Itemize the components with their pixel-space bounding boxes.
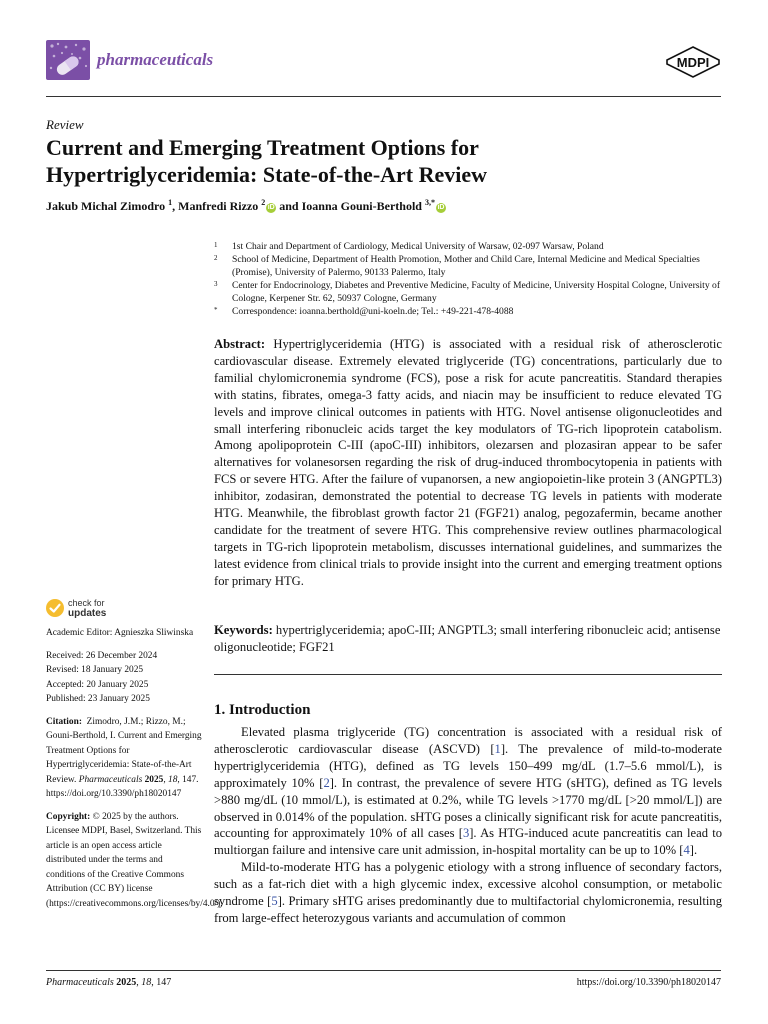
paragraph-text: ]. In contrast, the prevalence of severe HTG (sHTG), defined as TG levels >880 mg/dL (10 mmol/L), is estimated at 0.2%, while TG levels >1770 mg/dL [>20 mmol/L]) are observed in 0.014% of the population. sHTG poses a clinically significant risk for acute pancreatitis, accounting for approximately 10% of all cases [ bbox=[214, 775, 722, 841]
paragraph bbox=[214, 859, 722, 927]
affiliation-number: 1 bbox=[214, 241, 218, 249]
mdpi-logo[interactable] bbox=[665, 46, 721, 78]
paragraph-text: Elevated plasma triglyceride (TG) concentration is associated with a residual risk of atherosclerotic cardiovascular disease (ASCVD) [ bbox=[214, 725, 722, 756]
citation: Citation: Zimodro, J.M.; Rizzo, M.; Gouni-Berthold, I. Current and Emerging Treatment Options for Hypertriglyceridemia: State-of-the-Art Review. Pharmaceuticals 2025, 18, 147. https://doi.org/10.3390/ph18020147 bbox=[46, 716, 202, 799]
abstract-text: Hypertriglyceridemia (HTG) is associated with a residual risk of atherosclerotic cardiovascular disease. Extremely elevated triglyceride (TG) concentrations, particularly due to familial chylomicronemia syndrome (FCS), pose a risk for acute pancreatitis. Standard therapies with statins, fibrates, omega-3 fatty acids, and niacin may be insufficient to reduce elevated TG levels and improve clinical outcomes in patients with HTG. Novel antisense oligonucleotides and small interfering ribonucleic acids target the key modulators of TG-rich lipoprotein catabolism. Among apolipoprotein C-III (apoC-III) inhibitors, olezarsen and plozasiran appear to be safer alternatives for volanesorsen regarding the risk of drug-induced thrombocytopenia in patients with FCS or severe HTG. After the failure of vupanorsen, a new angiopoietin-like protein 3 (ANGPTL3) inhibitor, zodasiran, demonstrated the potential to decrease TG levels in patients with moderate HTG. Meanwhile, the fibroblast growth factor 21 (FGF21) analog, pegozafermin, became another candidate for the treatment of severe HTG. This comprehensive review outlines pharmacological targets in TG-rich lipoprotein metabolism, discusses international guidelines, and summarizes the latest evidence from clinical trials to provide insight into the current and emerging treatment options for primary HTG. bbox=[214, 337, 722, 588]
article-type: Review bbox=[46, 117, 84, 132]
affiliation-text: 1st Chair and Department of Cardiology, Medical University of Warsaw, 02-097 Warsaw, Poland bbox=[232, 241, 604, 252]
affiliation-item bbox=[214, 253, 722, 279]
paragraph-text: ]. Primary sHTG arises predominantly due to multifactorial chylomicronemia, resulting from large-effect heterozygous variants and accumulation of common bbox=[214, 894, 722, 925]
affiliation-number: 2 bbox=[214, 254, 218, 262]
paragraph-text: ]. The prevalence of mild-to-moderate hypertriglyceridemia (HTG), defined as TG levels 150–499 mg/dL (1.7–5.6 mmol/L), is approximately 10% [ bbox=[214, 741, 723, 790]
article-title: Current and Emerging Treatment Options for Hypertriglyceridemia: State-of-the-Art Review bbox=[46, 135, 488, 187]
copyright-label: Copyright: bbox=[46, 811, 91, 822]
citation-year: 2025 bbox=[144, 774, 164, 785]
introduction-body bbox=[214, 724, 722, 927]
affiliation-item bbox=[214, 240, 722, 253]
paragraph-text: ]. As HTG-induced acute pancreatitis can lead to multiorgan failure and intensive care unit admission, in-hospital mortality can be up to 10% [ bbox=[214, 826, 722, 858]
reference-link[interactable]: 3 bbox=[462, 826, 470, 841]
keywords bbox=[214, 622, 722, 656]
author-separator: , bbox=[172, 199, 179, 213]
footer-citation: Pharmaceuticals 2025, 18, 147 bbox=[46, 977, 172, 988]
journal-name[interactable]: pharmaceuticals bbox=[97, 50, 214, 69]
citation-label: Citation: bbox=[46, 716, 82, 727]
reference-link[interactable]: 5 bbox=[271, 894, 278, 909]
author-separator: and bbox=[276, 199, 302, 213]
check-for-updates-button[interactable] bbox=[46, 597, 166, 621]
article-info-sidebar bbox=[46, 626, 223, 911]
paragraph bbox=[214, 724, 722, 859]
section-divider bbox=[214, 674, 722, 675]
pill-icon bbox=[46, 40, 90, 80]
abstract-label: Abstract: bbox=[214, 337, 266, 351]
journal-logo bbox=[46, 40, 90, 80]
check-updates-icon bbox=[46, 599, 64, 617]
citation-volume: 18 bbox=[168, 774, 178, 785]
abstract bbox=[214, 336, 722, 590]
affiliation-item bbox=[214, 279, 722, 305]
author-affiliation-marker: 2 bbox=[261, 198, 266, 207]
affiliation-text: Center for Endocrinology, Diabetes and Preventive Medicine, Faculty of Medicine, University Hospital Cologne, University of Cologne, Kerpener Str. 62, 50937 Cologne, Germany bbox=[232, 280, 721, 304]
footer-journal: Pharmaceuticals bbox=[46, 977, 114, 988]
author-list bbox=[46, 198, 446, 214]
author-affiliation-marker: 1 bbox=[168, 198, 173, 207]
keywords-text: hypertriglyceridemia; apoC-III; ANGPTL3; small interfering ribonucleic acid; antisense oligonucleotide; FGF21 bbox=[214, 623, 721, 654]
keywords-label: Keywords: bbox=[214, 623, 273, 637]
author-name[interactable]: Jakub Michal Zimodro bbox=[46, 199, 169, 213]
check-updates-line2: updates bbox=[68, 608, 107, 619]
orcid-icon[interactable]: iD bbox=[437, 204, 445, 211]
reference-link[interactable]: 1 bbox=[494, 741, 501, 756]
footer-divider bbox=[46, 970, 721, 971]
academic-editor: Academic Editor: Agnieszka Sliwinska bbox=[46, 628, 194, 638]
paragraph-text: Mild-to-moderate HTG has a polygenic etiology with a strong influence of secondary factors, such as a fat-rich diet with a high glycemic index, excessive alcohol consumption, or metabolic syndrome [ bbox=[214, 860, 722, 909]
mdpi-logo-icon bbox=[665, 46, 721, 78]
citation-doi[interactable]: , 147. https://doi.org/10.3390/ph18020147 bbox=[46, 774, 199, 799]
section-heading: 1. Introduction bbox=[214, 702, 311, 718]
footer-volume: 18 bbox=[141, 977, 152, 988]
copyright-text: © 2025 by the authors. Licensee MDPI, Basel, Switzerland. This article is an open access article distributed under the terms and conditions of the Creative Commons Attribution (CC BY) license (https://creativecommons.org/licenses/by/4.0/). bbox=[46, 811, 223, 909]
footer-doi-link[interactable]: https://doi.org/10.3390/ph18020147 bbox=[576, 977, 721, 988]
reference-link[interactable]: 4 bbox=[683, 843, 690, 858]
published-date: Published: 23 January 2025 bbox=[46, 694, 150, 704]
footer-page: , 147 bbox=[151, 977, 172, 988]
check-updates-label bbox=[68, 598, 106, 619]
citation-journal: Pharmaceuticals bbox=[78, 774, 143, 785]
author-name[interactable]: Ioanna Gouni-Berthold bbox=[301, 199, 425, 213]
affiliation-text: School of Medicine, Department of Health Promotion, Mother and Child Care, Internal Medicine and Medical Specialties (Promise), University of Palermo, 90133 Palermo, Italy bbox=[232, 254, 700, 278]
mdpi-logo-text: MDPI bbox=[676, 55, 710, 70]
reference-link[interactable]: 2 bbox=[323, 775, 330, 790]
paragraph-text: ]. bbox=[689, 843, 698, 858]
header-divider bbox=[46, 96, 721, 97]
revised-date: Revised: 18 January 2025 bbox=[46, 665, 144, 675]
orcid-icon[interactable]: iD bbox=[267, 204, 275, 211]
check-updates-line1: check for bbox=[68, 598, 105, 608]
affiliation-number: 3 bbox=[214, 280, 218, 288]
received-date: Received: 26 December 2024 bbox=[46, 650, 158, 661]
citation-text: Zimodro, J.M.; Rizzo, M.; Gouni-Berthold, I. Current and Emerging Treatment Options for Hypertriglyceridemia: State-of-the-Art Review. bbox=[46, 716, 202, 785]
footer-year: 2025 bbox=[116, 977, 137, 988]
author-affiliation-marker: 3,* bbox=[424, 198, 435, 207]
accepted-date: Accepted: 20 January 2025 bbox=[46, 679, 149, 690]
copyright bbox=[46, 810, 223, 912]
affiliation-text: Correspondence: ioanna.berthold@uni-koeln.de; Tel.: +49-221-478-4088 bbox=[232, 306, 514, 317]
affiliations bbox=[214, 240, 722, 318]
author-name[interactable]: Manfredi Rizzo bbox=[178, 199, 262, 213]
affiliation-item bbox=[214, 305, 722, 318]
affiliation-number: * bbox=[214, 306, 218, 314]
